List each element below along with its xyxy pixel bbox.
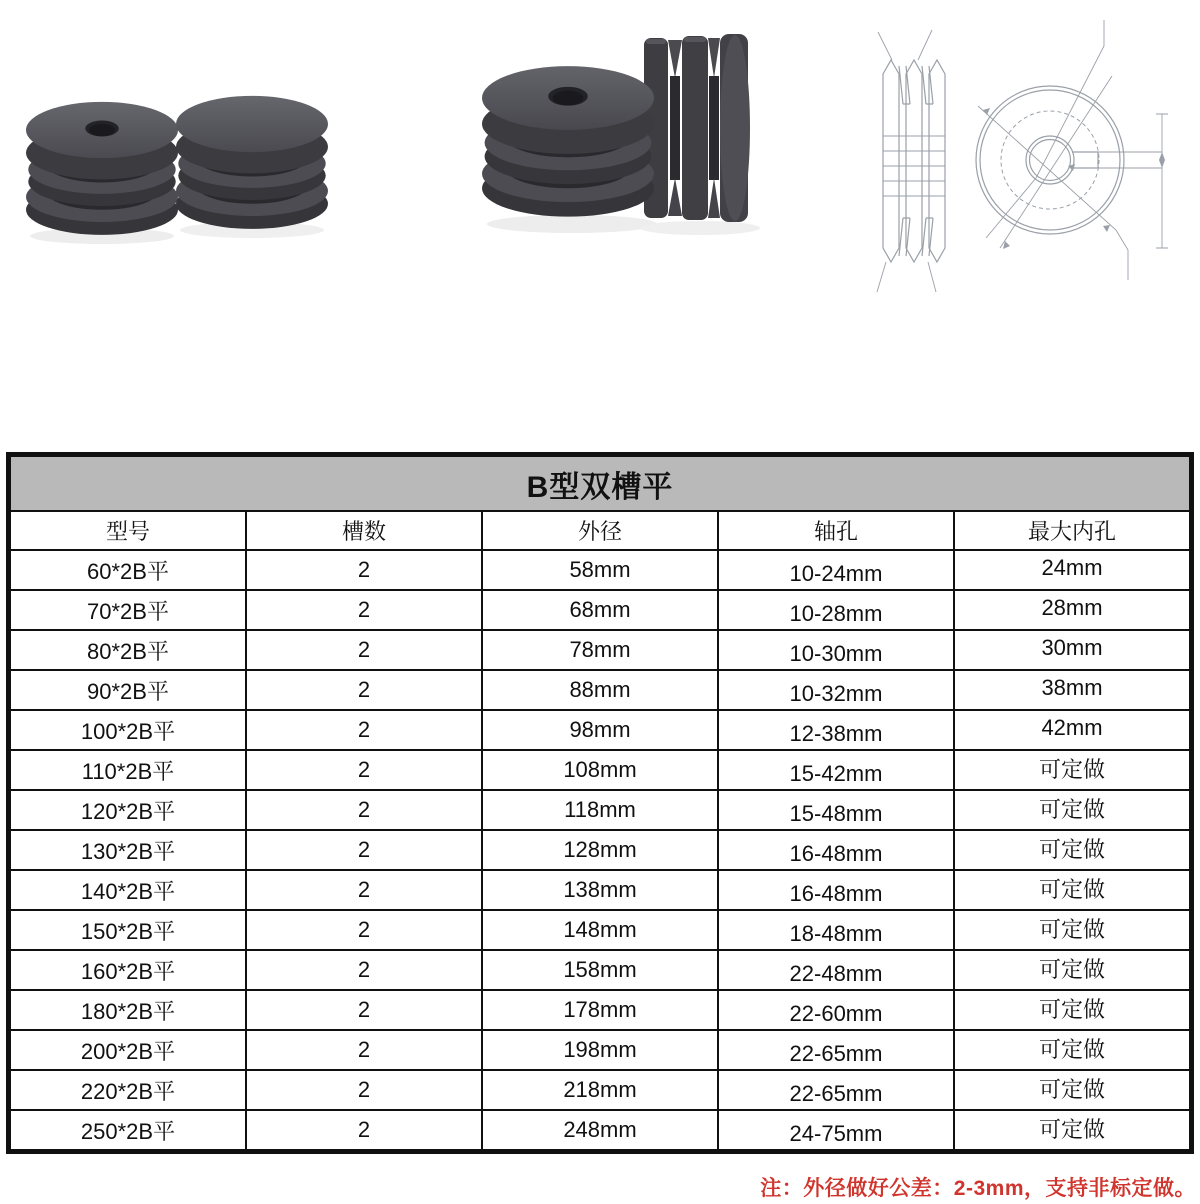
cell-outer-diameter: 218mm (482, 1070, 718, 1110)
pulley-left (26, 102, 178, 235)
table-row (10, 990, 1190, 1030)
cell-model: 110*2B平 (10, 750, 246, 790)
spec-table (6, 452, 1194, 1154)
cell-max-bore: 可定做 (954, 950, 1190, 990)
table-row (10, 1030, 1190, 1070)
cell-outer-diameter: 158mm (482, 950, 718, 990)
cell-model: 130*2B平 (10, 830, 246, 870)
cell-model: 180*2B平 (10, 990, 246, 1030)
table-row (10, 750, 1190, 790)
table-row (10, 710, 1190, 750)
cell-model: 60*2B平 (10, 550, 246, 590)
cell-outer-diameter: 88mm (482, 670, 718, 710)
cell-max-bore: 28mm (954, 590, 1190, 630)
cell-shaft-hole: 12-38mm (718, 710, 954, 750)
table-title-row (10, 456, 1190, 511)
cell-shaft-hole: 15-42mm (718, 750, 954, 790)
cell-max-bore: 可定做 (954, 1070, 1190, 1110)
cell-shaft-hole: 24-75mm (718, 1110, 954, 1150)
cell-groove-count: 2 (246, 750, 482, 790)
pulley-shadow (487, 215, 657, 233)
cell-shaft-hole: 10-30mm (718, 630, 954, 670)
table-row (10, 670, 1190, 710)
table-row (10, 830, 1190, 870)
cell-max-bore: 可定做 (954, 1110, 1190, 1150)
cell-model: 160*2B平 (10, 950, 246, 990)
cell-model: 70*2B平 (10, 590, 246, 630)
cell-outer-diameter: 58mm (482, 550, 718, 590)
cell-groove-count: 2 (246, 1030, 482, 1070)
cell-model: 90*2B平 (10, 670, 246, 710)
pulley-lying (482, 66, 654, 217)
table-row (10, 950, 1190, 990)
cell-model: 100*2B平 (10, 710, 246, 750)
cell-model: 120*2B平 (10, 790, 246, 830)
cell-groove-count: 2 (246, 830, 482, 870)
cell-shaft-hole: 10-32mm (718, 670, 954, 710)
cell-max-bore: 可定做 (954, 1030, 1190, 1070)
table-row (10, 790, 1190, 830)
cell-shaft-hole: 22-65mm (718, 1070, 954, 1110)
table-title: B型双槽平 (10, 456, 1190, 511)
cell-outer-diameter: 148mm (482, 910, 718, 950)
cell-model: 200*2B平 (10, 1030, 246, 1070)
cell-outer-diameter: 68mm (482, 590, 718, 630)
cell-max-bore: 可定做 (954, 830, 1190, 870)
table-row (10, 550, 1190, 590)
cell-shaft-hole: 15-48mm (718, 790, 954, 830)
pulley-shadow (640, 221, 760, 235)
table-row (10, 1070, 1190, 1110)
cell-max-bore: 可定做 (954, 990, 1190, 1030)
cell-shaft-hole: 16-48mm (718, 870, 954, 910)
cell-max-bore: 30mm (954, 630, 1190, 670)
cell-groove-count: 2 (246, 950, 482, 990)
cell-max-bore: 42mm (954, 710, 1190, 750)
cell-groove-count: 2 (246, 710, 482, 750)
side-section-view (877, 30, 945, 292)
cell-max-bore: 可定做 (954, 790, 1190, 830)
cell-shaft-hole: 22-48mm (718, 950, 954, 990)
pulley-pair-photo (20, 78, 340, 258)
front-view (976, 20, 1168, 280)
cell-model: 80*2B平 (10, 630, 246, 670)
cell-model: 150*2B平 (10, 910, 246, 950)
table-row (10, 870, 1190, 910)
pulley-top-side-photo (472, 26, 772, 242)
tolerance-note: 注：外径做好公差：2-3mm，支持非标定做。 (760, 1177, 1196, 1200)
cell-outer-diameter: 138mm (482, 870, 718, 910)
cell-shaft-hole: 10-24mm (718, 550, 954, 590)
cell-outer-diameter: 198mm (482, 1030, 718, 1070)
pulley-standing (644, 34, 750, 222)
cell-outer-diameter: 118mm (482, 790, 718, 830)
table-row (10, 590, 1190, 630)
cell-model: 250*2B平 (10, 1110, 246, 1150)
cell-groove-count: 2 (246, 550, 482, 590)
cell-groove-count: 2 (246, 990, 482, 1030)
column-header: 轴孔 (718, 511, 954, 550)
table-header-row (10, 511, 1190, 550)
cell-shaft-hole: 22-60mm (718, 990, 954, 1030)
cell-outer-diameter: 178mm (482, 990, 718, 1030)
table-row (10, 910, 1190, 950)
cell-max-bore: 38mm (954, 670, 1190, 710)
cell-outer-diameter: 98mm (482, 710, 718, 750)
cell-outer-diameter: 128mm (482, 830, 718, 870)
table-row (10, 1110, 1190, 1150)
cell-max-bore: 可定做 (954, 910, 1190, 950)
table-row (10, 630, 1190, 670)
cell-shaft-hole: 18-48mm (718, 910, 954, 950)
cell-groove-count: 2 (246, 870, 482, 910)
cell-model: 140*2B平 (10, 870, 246, 910)
column-header: 槽数 (246, 511, 482, 550)
cell-groove-count: 2 (246, 1070, 482, 1110)
column-header: 型号 (10, 511, 246, 550)
cell-shaft-hole: 10-28mm (718, 590, 954, 630)
pulley-right (176, 96, 328, 229)
cell-groove-count: 2 (246, 790, 482, 830)
cell-outer-diameter: 108mm (482, 750, 718, 790)
cell-shaft-hole: 16-48mm (718, 830, 954, 870)
cell-outer-diameter: 248mm (482, 1110, 718, 1150)
column-header: 外径 (482, 511, 718, 550)
column-header: 最大内孔 (954, 511, 1190, 550)
cell-groove-count: 2 (246, 630, 482, 670)
cell-groove-count: 2 (246, 670, 482, 710)
cell-max-bore: 可定做 (954, 750, 1190, 790)
cell-groove-count: 2 (246, 910, 482, 950)
cell-max-bore: 可定做 (954, 870, 1190, 910)
cell-model: 220*2B平 (10, 1070, 246, 1110)
cell-outer-diameter: 78mm (482, 630, 718, 670)
cell-groove-count: 2 (246, 590, 482, 630)
cell-max-bore: 24mm (954, 550, 1190, 590)
cell-groove-count: 2 (246, 1110, 482, 1150)
pulley-technical-drawing (866, 18, 1186, 298)
cell-shaft-hole: 22-65mm (718, 1030, 954, 1070)
